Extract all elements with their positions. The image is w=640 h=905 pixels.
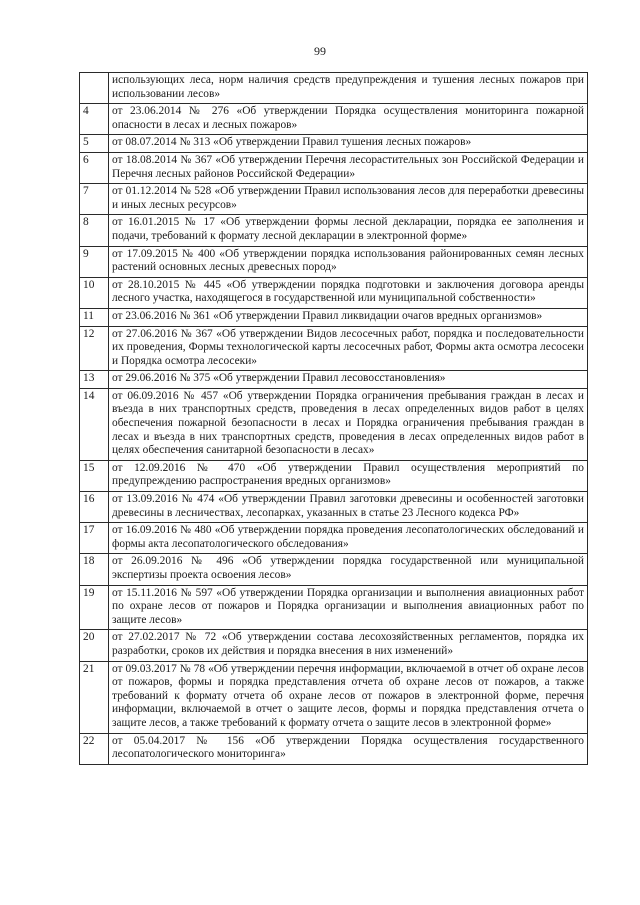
row-text: использующих леса, норм наличия средств предупреждения и тушения лесных пожаров при использовании лесов» bbox=[109, 73, 588, 104]
table-row bbox=[80, 492, 588, 523]
row-text: от 29.06.2016 № 375 «Об утверждении Правил лесовосстановления» bbox=[109, 371, 588, 389]
regulations-table bbox=[79, 72, 588, 765]
row-number: 18 bbox=[80, 554, 109, 585]
row-number: 14 bbox=[80, 388, 109, 460]
regulations-table-body bbox=[80, 73, 588, 765]
row-text: от 15.11.2016 № 597 «Об утверждении Порядка организации и выполнения авиационных работ по охране лесов от пожаров и Порядка организации и выполнения авиационных работ по защите лесов» bbox=[109, 585, 588, 630]
row-text: от 27.02.2017 № 72 «Об утверждении состава лесохозяйственных регламентов, порядка их разработки, сроков их действия и порядка внесения в них изменений» bbox=[109, 630, 588, 661]
table-row bbox=[80, 661, 588, 733]
table-row bbox=[80, 630, 588, 661]
row-text: от 27.06.2016 № 367 «Об утверждении Видов лесосечных работ, порядка и последовательности их проведения, Формы технологической карты лесосечных работ, Формы акта осмотра лесосеки и Порядка осмотра лесосеки» bbox=[109, 326, 588, 371]
table-row bbox=[80, 733, 588, 764]
page-number: 99 bbox=[314, 44, 326, 58]
table-row bbox=[80, 215, 588, 246]
table-row bbox=[80, 326, 588, 371]
table-row bbox=[80, 152, 588, 183]
row-text: от 18.08.2014 № 367 «Об утверждении Перечня лесорастительных зон Российской Федерации и Перечня лесных районов Российской Федерации» bbox=[109, 152, 588, 183]
row-number: 22 bbox=[80, 733, 109, 764]
row-number: 17 bbox=[80, 523, 109, 554]
row-text: от 12.09.2016 № 470 «Об утверждении Правил осуществления мероприятий по предупреждению распространения вредных организмов» bbox=[109, 460, 588, 491]
row-text: от 26.09.2016 № 496 «Об утверждении порядка государственной или муниципальной экспертизы проекта освоения лесов» bbox=[109, 554, 588, 585]
table-row bbox=[80, 388, 588, 460]
row-number bbox=[80, 73, 109, 104]
table-row bbox=[80, 585, 588, 630]
table-row bbox=[80, 184, 588, 215]
table-row bbox=[80, 277, 588, 308]
table-row bbox=[80, 371, 588, 389]
table-row bbox=[80, 460, 588, 491]
table-row bbox=[80, 104, 588, 135]
row-text: от 06.09.2016 № 457 «Об утверждении Порядка ограничения пребывания граждан в лесах и въезда в них транспортных средств, проведения в лесах определенных видов работ в целях обеспечения пожарной безопасности в лесах и Порядка ограничения пребывания граждан в лесах и въезда в них транспортных средств, проведения в лесах определенных видов работ в целях обеспечения санитарной безопасности в лесах» bbox=[109, 388, 588, 460]
row-number: 10 bbox=[80, 277, 109, 308]
row-number: 11 bbox=[80, 308, 109, 326]
table-row bbox=[80, 135, 588, 153]
row-text: от 23.06.2014 № 276 «Об утверждении Порядка осуществления мониторинга пожарной опасности в лесах и лесных пожаров» bbox=[109, 104, 588, 135]
row-number: 5 bbox=[80, 135, 109, 153]
row-text: от 13.09.2016 № 474 «Об утверждении Правил заготовки древесины и особенностей заготовки древесины в лесничествах, лесопарках, указанных в статье 23 Лесного кодекса РФ» bbox=[109, 492, 588, 523]
table-row bbox=[80, 246, 588, 277]
row-text: от 17.09.2015 № 400 «Об утверждении порядка использования районированных семян лесных растений основных лесных древесных пород» bbox=[109, 246, 588, 277]
table-row bbox=[80, 523, 588, 554]
row-number: 13 bbox=[80, 371, 109, 389]
row-number: 20 bbox=[80, 630, 109, 661]
row-text: от 28.10.2015 № 445 «Об утверждении порядка подготовки и заключения договора аренды лесного участка, находящегося в государственной или муниципальной собственности» bbox=[109, 277, 588, 308]
row-number: 19 bbox=[80, 585, 109, 630]
row-text: от 09.03.2017 № 78 «Об утверждении перечня информации, включаемой в отчет об охране лесов от пожаров, формы и порядка представления отчета об охране лесов от пожаров, а также требований к формату отчета об охране лесов от пожаров в электронной форме, перечня информации, включаемой в отчет о защите лесов, формы и порядка представления отчета о защите лесов, а также требований к формату отчета о защите лесов в электронной форме» bbox=[109, 661, 588, 733]
row-number: 7 bbox=[80, 184, 109, 215]
row-number: 4 bbox=[80, 104, 109, 135]
row-text: от 01.12.2014 № 528 «Об утверждении Правил использования лесов для переработки древесины и иных лесных ресурсов» bbox=[109, 184, 588, 215]
row-text: от 05.04.2017 № 156 «Об утверждении Порядка осуществления государственного лесопатологического мониторинга» bbox=[109, 733, 588, 764]
table-row bbox=[80, 554, 588, 585]
row-number: 16 bbox=[80, 492, 109, 523]
row-number: 15 bbox=[80, 460, 109, 491]
row-text: от 16.01.2015 № 17 «Об утверждении формы лесной декларации, порядка ее заполнения и подачи, требований к формату лесной декларации в электронной форме» bbox=[109, 215, 588, 246]
row-text: от 16.09.2016 № 480 «Об утверждении порядка проведения лесопатологических обследований и формы акта лесопатологического обследования» bbox=[109, 523, 588, 554]
table-row bbox=[80, 308, 588, 326]
row-number: 9 bbox=[80, 246, 109, 277]
row-number: 12 bbox=[80, 326, 109, 371]
row-text: от 23.06.2016 № 361 «Об утверждении Правил ликвидации очагов вредных организмов» bbox=[109, 308, 588, 326]
row-text: от 08.07.2014 № 313 «Об утверждении Правил тушения лесных пожаров» bbox=[109, 135, 588, 153]
row-number: 6 bbox=[80, 152, 109, 183]
row-number: 21 bbox=[80, 661, 109, 733]
table-row bbox=[80, 73, 588, 104]
row-number: 8 bbox=[80, 215, 109, 246]
